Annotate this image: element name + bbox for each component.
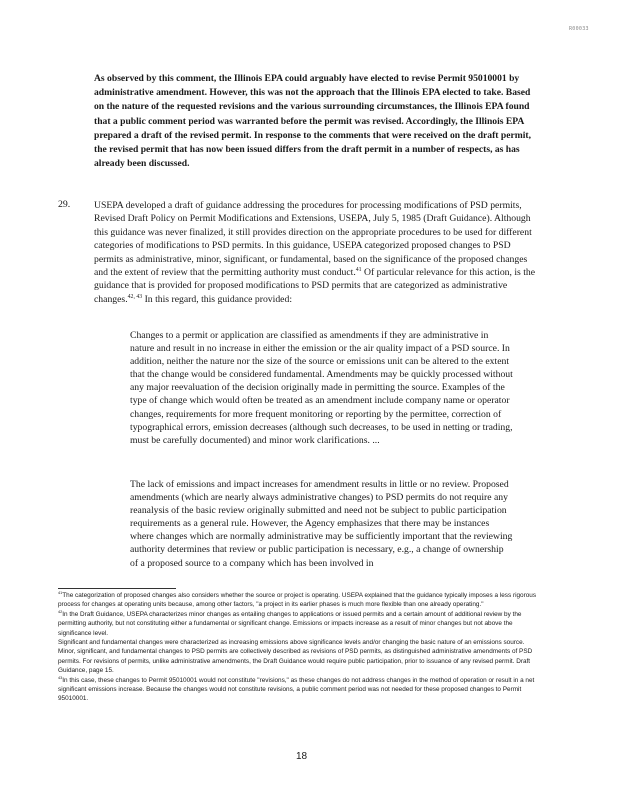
footnote-43-number: 43 [58, 675, 63, 680]
paragraph-number: 29. [58, 199, 71, 210]
footnote-divider [58, 588, 176, 589]
paragraph-text: USEPA developed a draft of guidance addressing the procedures for processing modifications of PSD permits, Revised Draft Policy on Permit Modifications and Extensions, USEPA, July 5, 1985 (Draft Guidance). Although this guidance was never finalized, it still provides direction on the appropriate procedures to be used for different categories of modifications to PSD permits. In this guidance, USEPA categorized proposed changes to PSD permits as administrative, minor, significant, or fundamental, based on the significance of the proposed changes and the extent of review that the permitting authority must conduct. [94, 200, 532, 279]
bold-quoted-paragraph: As observed by this comment, the Illinois EPA could arguably have elected to revise Permit 95010001 by administrative amendment. However, this was not the approach that the Illinois EPA elected to take. Based on the nature of the requested revisions and the various surrounding circumstances, the Illinois EPA found that a public comment period was warranted before the permit was revised. Accordingly, the Illinois EPA prepared a draft of the revised permit. In response to the comments that were received on the draft permit, the revised permit that has now been issued differs from the draft permit in a number of respects, as has already been discussed. [94, 73, 531, 170]
footnote-42-b [58, 638, 540, 647]
paragraph-29 [94, 199, 536, 306]
footnote-42-text: In the Draft Guidance, USEPA characterizes minor changes as entailing changes to applications or issued permits and a certain amount of additional review by the permitting authority, but not constituting either a fundamental or significant change. Emissions or impacts increase as a result of minor changes but not above the significance level. [58, 610, 522, 637]
footnote-42-c [58, 647, 540, 675]
footnote-41 [58, 591, 540, 610]
paragraph-text-cont: Of particular relevance for this action, is the guidance that is provided for proposed modifications to PSD permits that are categorized as administrative changes. [94, 267, 536, 305]
block-quote-2: The lack of emissions and impact increases for amendment results in little or no review. Proposed amendments (which are nearly always administrative changes) to PSD permits do not require any reanalysis of the basic review originally submitted and need not be subject to public participation requirements as a general rule. However, the Agency emphasizes that there may be instances where changes which are normally administrative may be sufficiently important that the reviewing authority determines that review or public participation is necessary, e.g., a change of ownership of a proposed source to a company which has been involved in [130, 479, 513, 569]
footnote-ref-42-43: 42, 43 [127, 293, 143, 300]
footnote-42-text-b: Significant and fundamental changes were characterized as increasing emissions above significance levels and/or changing the basic nature of an emissions source. [58, 639, 525, 647]
footnotes [58, 591, 540, 704]
footnote-42 [58, 610, 540, 638]
footnote-41-number: 41 [58, 590, 63, 595]
footnote-43-text: In this case, these changes to Permit 95010001 would not constitute "revisions," as these changes do not address changes in the method of operation or result in a net significant emissions increase. Because the changes would not constitute revisions, a public comment period was not needed for these proposed changes to Permit 95010001. [58, 676, 535, 703]
block-quote-1: Changes to a permit or application are classified as amendments if they are administrative in nature and result in no increase in either the emission or the air quality impact of a PSD source. In addition, neither the nature nor the size of the source or emissions unit can be altered to the extent that the change would be considered fundamental. Amendments may be quickly processed without any major reevaluation of the decision originally made in permitting the source. Examples of the type of change which would often be treated as an amendment include company name or operator changes, requirements for more frequent monitoring or reporting by the permittee, correction of typographical errors, emission decreases (although such decreases, to be used in netting or trading, must be carefully documented) and minor work clarifications. ... [130, 330, 513, 446]
footnote-41-text: The categorization of proposed changes also considers whether the source or project is operating. USEPA explained that the guidance typically imposes a less rigorous process for changes at operating units because, among other factors, "a project in its earlier phases is much more flexible than one already operating." [58, 592, 537, 609]
footnote-42-number: 42 [58, 609, 63, 614]
footnote-42-text-c: Minor, significant, and fundamental changes to PSD permits are collectively described as revisions of PSD permits, as distinguished administrative amendments of PSD permits. For revisions of permits, unlike administrative amendments, the Draft Guidance would require public participation, prior to issuance of any revised permit. Draft Guidance, page 15. [58, 648, 533, 675]
page-number: 18 [296, 751, 308, 762]
footnote-43 [58, 676, 540, 704]
bates-stamp: R00033 [569, 26, 589, 32]
footnote-ref-41: 41 [355, 266, 362, 273]
paragraph-text-end: In this regard, this guidance provided: [142, 293, 293, 305]
